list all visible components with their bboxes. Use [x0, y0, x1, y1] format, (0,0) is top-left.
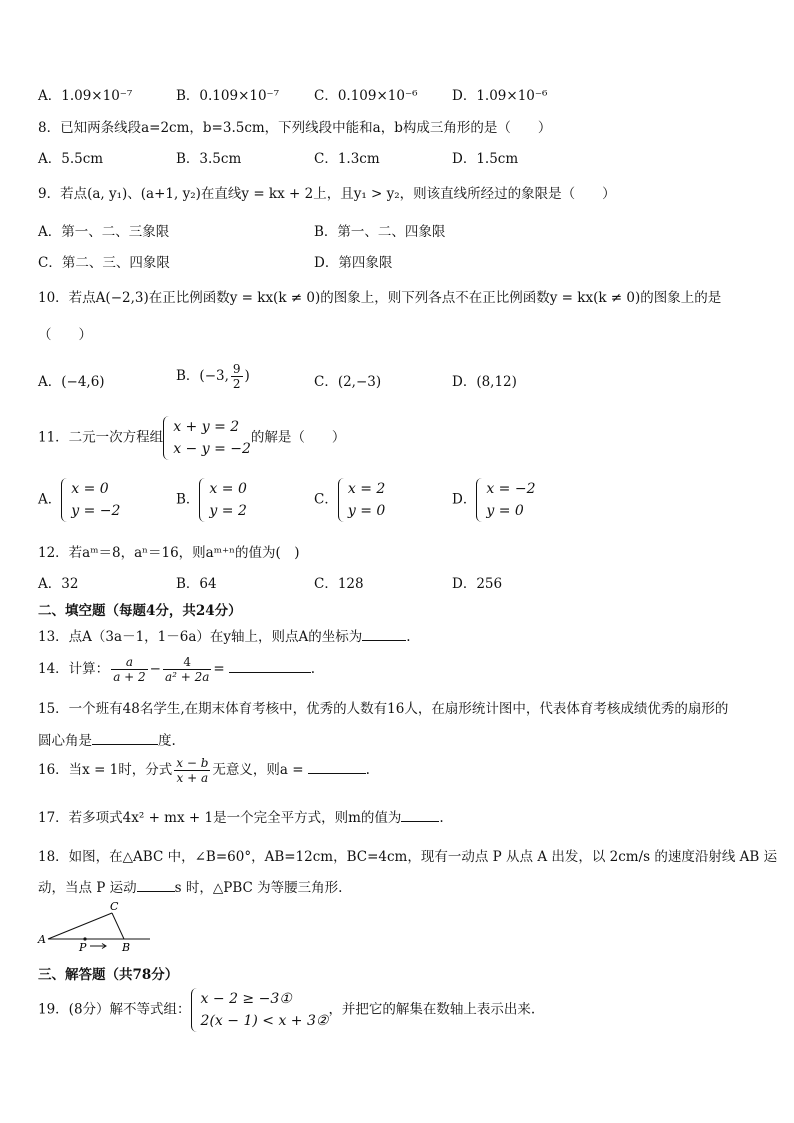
q9-option-b: B．第一、二、四象限	[314, 224, 446, 240]
q11-option-c	[314, 478, 385, 522]
q13-answer-blank[interactable]	[362, 626, 406, 641]
brace-icon	[191, 988, 200, 1032]
q11-option-b-system	[199, 478, 246, 522]
segment-ac	[48, 913, 112, 939]
q16-text-pre: 16．当x = 1时，分式	[38, 762, 173, 778]
q11-eq1: x + y = 2	[173, 419, 240, 435]
q11-option-a-label: A．	[38, 491, 62, 508]
q9-option-c: C．第二、三、四象限	[38, 255, 170, 271]
q11-option-d-row2: y = 0	[486, 503, 524, 519]
q11-option-c-row2: y = 0	[347, 503, 386, 519]
q14-period: .	[310, 661, 316, 677]
q11-eq2: x − y = −2	[173, 441, 251, 457]
q8-option-d: D．1.5cm	[452, 151, 519, 167]
q11-option-a-system	[61, 478, 120, 522]
q11-stem-pre: 11．二元一次方程组	[38, 429, 164, 446]
brace-icon	[61, 478, 70, 522]
q11-stem	[38, 416, 345, 460]
q9-option-d: D．第四象限	[314, 255, 393, 271]
q10-option-b-denominator: 2	[232, 377, 241, 391]
q15-text-pre: 圆心角是	[38, 733, 92, 749]
q11-option-a-row2: y = −2	[71, 503, 121, 519]
q10-option-c: C．(2,−3)	[314, 374, 382, 390]
label-a: A	[38, 933, 46, 946]
label-b: B	[122, 941, 131, 952]
q13	[38, 625, 411, 645]
q12-option-b: B．64	[176, 576, 217, 592]
q14-label: 14．计算：	[38, 661, 110, 677]
q11-option-a	[38, 478, 120, 522]
q11-option-b-row2: y = 2	[209, 503, 247, 519]
q8-option-c: C．1.3cm	[314, 151, 380, 167]
q16-text-post: 无意义，则a =	[212, 762, 304, 778]
q19-inequality-system	[191, 988, 329, 1032]
q16-answer-blank[interactable]	[308, 759, 366, 774]
brace-icon	[476, 478, 485, 522]
q16-numerator: x − b	[176, 756, 209, 770]
q7-option-c: C．0.109×10⁻⁶	[314, 88, 418, 104]
q14-denominator-1: a + 2	[113, 670, 146, 684]
q14-fraction-2	[163, 655, 211, 684]
q7-option-d: D．1.09×10⁻⁶	[452, 88, 548, 104]
q7-option-b: B．0.109×10⁻⁷	[176, 88, 280, 104]
brace-icon	[338, 478, 347, 522]
q17-text: 17．若多项式4x² + mx + 1是一个完全平方式，则m的值为	[38, 810, 402, 826]
q18-text-post: s 时，△PBC 为等腰三角形.	[174, 880, 343, 896]
q11-option-d-row1: x = −2	[486, 481, 536, 497]
q18-triangle-figure	[36, 898, 156, 952]
q12-option-c: C．128	[314, 576, 364, 592]
q13-period: .	[406, 629, 411, 645]
q10-option-b	[176, 362, 250, 391]
q10-stem: 10．若点A(−2,3)在正比例函数y = kx(k ≠ 0)的图象上，则下列各点不在正比例函数y = kx(k ≠ 0)的图象上的是	[38, 290, 722, 306]
q10-option-b-numerator: 9	[232, 362, 241, 376]
q11-option-b	[176, 478, 247, 522]
q18-line1: 18．如图，在△ABC 中，∠B=60°，AB=12cm，BC=4cm，现有一动点 P 从点 A 出发，以 2cm/s 的速度沿射线 AB 运	[38, 849, 778, 865]
q14-fraction-1	[111, 655, 147, 684]
q12-option-a: A．32	[38, 576, 79, 592]
q11-equation-system	[163, 416, 251, 460]
q19	[38, 988, 535, 1032]
q14-equals: =	[213, 661, 225, 677]
q10-option-b-label: B．	[176, 368, 200, 384]
q19-text-post: ，并把它的解集在数轴上表示出来.	[328, 1001, 536, 1018]
q14	[38, 655, 315, 684]
q19-inequality-1: x − 2 ≥ −3①	[200, 991, 292, 1007]
q15-line1: 15．一个班有48名学生,在期末体育考核中，优秀的人数有16人，在扇形统计图中，代表体育考核成绩优秀的扇形的	[38, 701, 729, 717]
q16	[38, 756, 370, 785]
q11-option-c-label: C．	[314, 491, 338, 508]
brace-icon	[199, 478, 208, 522]
q15-line2	[38, 729, 176, 749]
q14-denominator-2: a² + 2a	[164, 670, 210, 684]
q10-stem-paren: （ ）	[38, 327, 92, 343]
q10-option-b-close: )	[244, 368, 250, 384]
q16-denominator: x + a	[176, 771, 209, 785]
section-heading-fill-in: 二、填空题（每题4分，共24分）	[38, 603, 242, 619]
q15-answer-blank[interactable]	[92, 730, 158, 745]
q8-option-b: B．3.5cm	[176, 151, 242, 167]
q11-option-a-row1: x = 0	[71, 481, 109, 497]
q14-minus: −	[149, 661, 161, 677]
q10-option-d: D．(8,12)	[452, 374, 517, 390]
q11-option-c-row1: x = 2	[347, 481, 386, 497]
q17-period: .	[439, 810, 444, 826]
q16-fraction	[174, 756, 210, 785]
label-c: C	[110, 900, 119, 913]
q12-option-d: D．256	[452, 576, 503, 592]
q7-option-a: A．1.09×10⁻⁷	[38, 88, 133, 104]
q13-text: 13．点A（3a－1，1－6a）在y轴上，则点A的坐标为	[38, 629, 363, 645]
label-p: P	[79, 941, 87, 952]
q11-option-c-system	[338, 478, 385, 522]
q11-option-d-label: D．	[452, 491, 477, 508]
section-heading-solutions: 三、解答题（共78分）	[38, 967, 179, 983]
segment-cb	[112, 913, 124, 939]
q11-option-d-system	[476, 478, 535, 522]
q10-option-b-open: (−3,	[199, 368, 229, 384]
q15-text-post: 度.	[158, 733, 176, 749]
q14-numerator-1: a	[111, 655, 147, 670]
q19-inequality-2: 2(x − 1) < x + 3②	[200, 1013, 329, 1029]
q18-answer-blank[interactable]	[137, 877, 175, 892]
q11-option-b-label: B．	[176, 491, 200, 508]
q10-option-b-fraction	[231, 362, 243, 391]
q11-stem-post: 的解是（ ）	[250, 429, 346, 446]
q16-period: .	[365, 762, 370, 778]
q12-stem: 12．若aᵐ＝8，aⁿ＝16，则aᵐ⁺ⁿ的值为( )	[38, 545, 300, 561]
q11-option-b-row1: x = 0	[209, 481, 247, 497]
q17-answer-blank[interactable]	[401, 807, 439, 822]
q18-text-pre: 动，当点 P 运动	[38, 880, 137, 896]
q19-text-pre: 19．(8分）解不等式组：	[38, 1001, 191, 1018]
q17	[38, 806, 444, 826]
brace-icon	[163, 416, 172, 460]
q8-option-a: A．5.5cm	[38, 151, 104, 167]
q8-stem: 8．已知两条线段a=2cm，b=3.5cm，下列线段中能和a，b构成三角形的是（ ）	[38, 120, 552, 136]
q11-option-d	[452, 478, 536, 522]
q18-line2	[38, 876, 342, 896]
q14-answer-blank[interactable]	[229, 658, 311, 673]
q9-option-a: A．第一、二、三象限	[38, 224, 170, 240]
q10-option-a: A．(−4,6)	[38, 374, 105, 390]
q14-numerator-2: 4	[163, 655, 211, 670]
q9-stem: 9．若点(a, y₁)、(a+1, y₂)在直线y = kx + 2上，且y₁ > y₂，则该直线所经过的象限是（ ）	[38, 186, 616, 202]
